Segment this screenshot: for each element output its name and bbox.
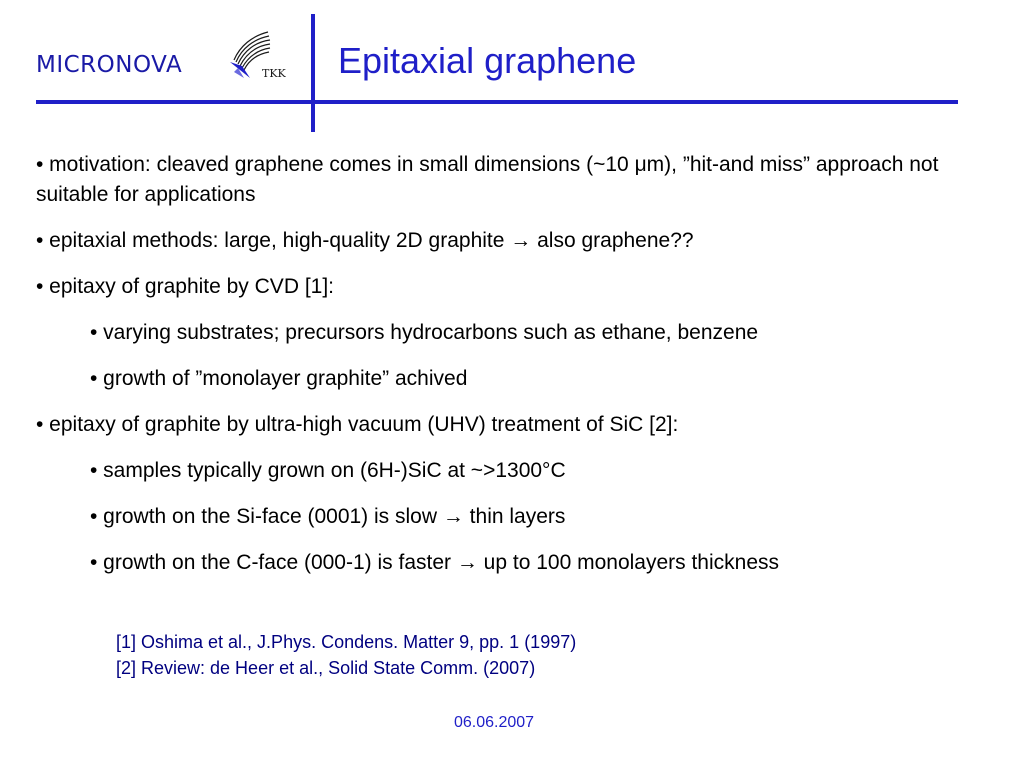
reference-item: [1] Oshima et al., J.Phys. Condens. Matter 9, pp. 1 (1997)	[116, 632, 577, 652]
bullet-item: • motivation: cleaved graphene comes in small dimensions (~10 μm), ”hit-and miss” approach not suitable for applications	[36, 153, 939, 206]
sub-bullet-item: • varying substrates; precursors hydrocarbons such as ethane, benzene	[90, 321, 759, 344]
sub-bullet-item: • growth on the C-face (000-1) is faster → up to 100 monolayers thickness	[90, 551, 780, 574]
bullet-list	[36, 150, 986, 594]
bullet-item: • epitaxial methods: large, high-quality 2D graphite → also graphene??	[36, 229, 694, 252]
tkk-logo-icon	[228, 28, 300, 88]
sub-bullet-item: • samples typically grown on (6H-)SiC at ~>1300°C	[90, 459, 566, 482]
slide-title: Epitaxial graphene	[338, 40, 637, 81]
header-horizontal-divider	[36, 100, 958, 104]
footer-date: 06.06.2007	[453, 714, 535, 731]
bullet-item: • epitaxy of graphite by ultra-high vacuum (UHV) treatment of SiC [2]:	[36, 413, 679, 436]
sub-bullet-item: • growth on the Si-face (0001) is slow → thin layers	[90, 505, 566, 528]
tkk-logo	[228, 28, 300, 88]
reference-item: [2] Review: de Heer et al., Solid State Comm. (2007)	[116, 658, 536, 678]
brand-name: MICRONOVA	[36, 52, 183, 78]
bullet-item: • epitaxy of graphite by CVD [1]:	[36, 275, 334, 298]
header-vertical-divider	[311, 14, 315, 132]
logo-text: TKK	[262, 67, 286, 80]
sub-bullet-item: • growth of ”monolayer graphite” achived	[90, 367, 468, 390]
references	[116, 629, 576, 681]
